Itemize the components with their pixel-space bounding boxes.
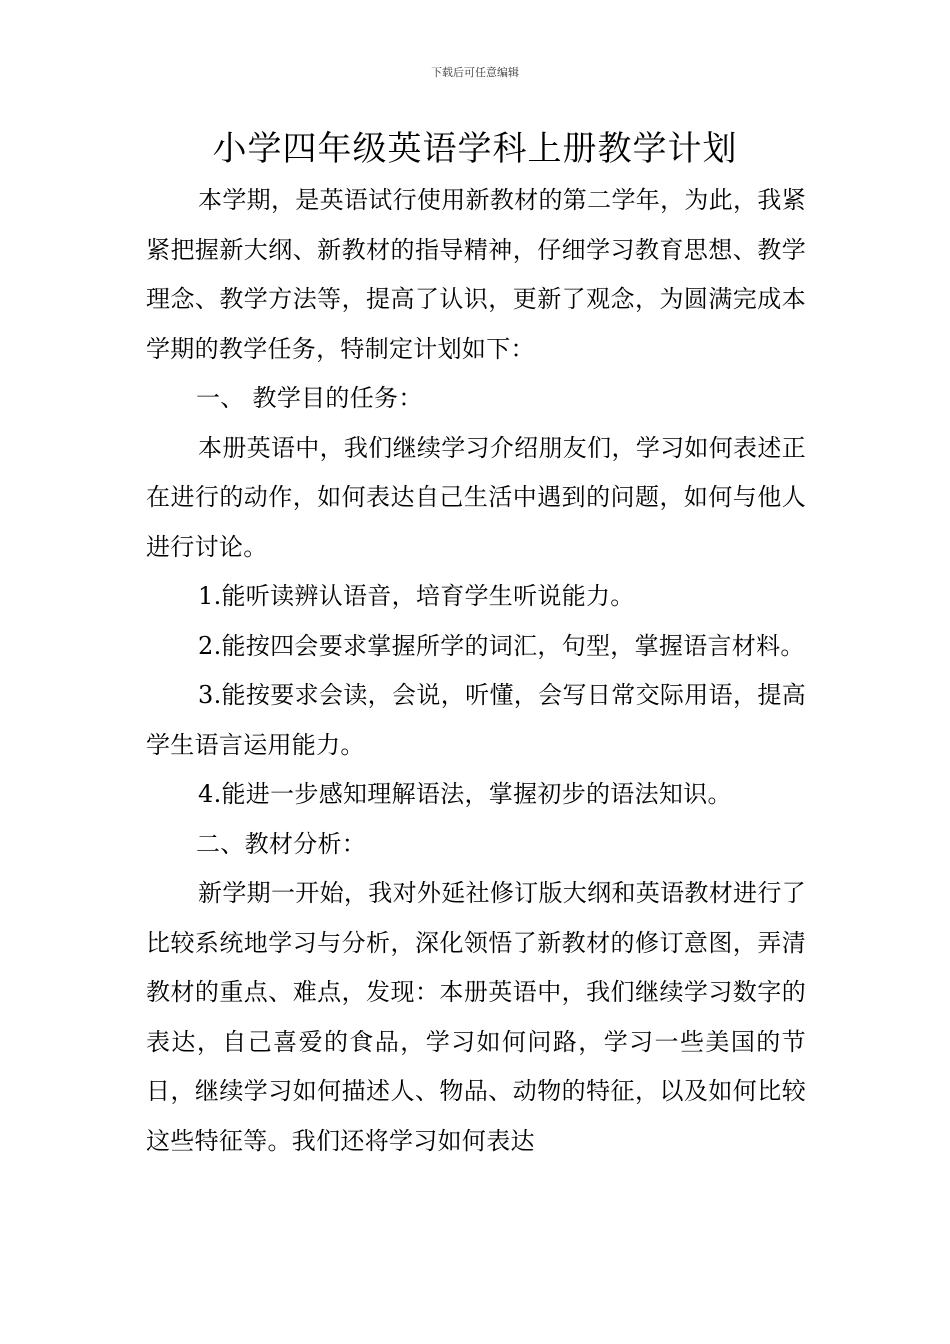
list-item: 3.能按要求会读，会说，听懂，会写日常交际用语，提高学生语言运用能力。 (146, 681, 806, 759)
section-heading-objectives: 一、 教学目的任务： (196, 384, 423, 412)
document-body (146, 176, 806, 1166)
objectives-paragraph: 本册英语中，我们继续学习介绍朋友们，学习如何表述正在进行的动作，如何表达自己生活中遇到的问题，如何与他人进行讨论。 (146, 433, 806, 561)
document-title: 小学四年级英语学科上册教学计划 (212, 129, 738, 169)
section-heading-textbook-analysis: 二、教材分析： (196, 829, 367, 858)
list-item: 1.能听读辨认语音，培育学生听说能力。 (198, 582, 635, 610)
list-item: 4.能进一步感知理解语法，掌握初步的语法知识。 (198, 780, 732, 808)
intro-paragraph: 本学期，是英语试行使用新教材的第二学年，为此，我紧紧把握新大纲、新教材的指导精神，仔细学习教育思想、教学理念、教学方法等，提高了认识，更新了观念，为圆满完成本学期的教学任务，特制定计划如下： (146, 186, 806, 363)
header-note: 下载后可任意编辑 (431, 66, 519, 79)
list-item: 2.能按四会要求掌握所学的词汇，句型，掌握语言材料。 (198, 631, 805, 660)
textbook-analysis-paragraph: 新学期一开始，我对外延社修订版大纲和英语教材进行了比较系统地学习与分析，深化领悟了新教材的修订意图，弄清教材的重点、难点，发现：本册英语中，我们继续学习数字的表达，自己喜爱的食品，学习如何问路，学习一些美国的节日，继续学习如何描述人、物品、动物的特征，以及如何比较这些特征等。我们还将学习如何表达 (146, 879, 806, 1155)
